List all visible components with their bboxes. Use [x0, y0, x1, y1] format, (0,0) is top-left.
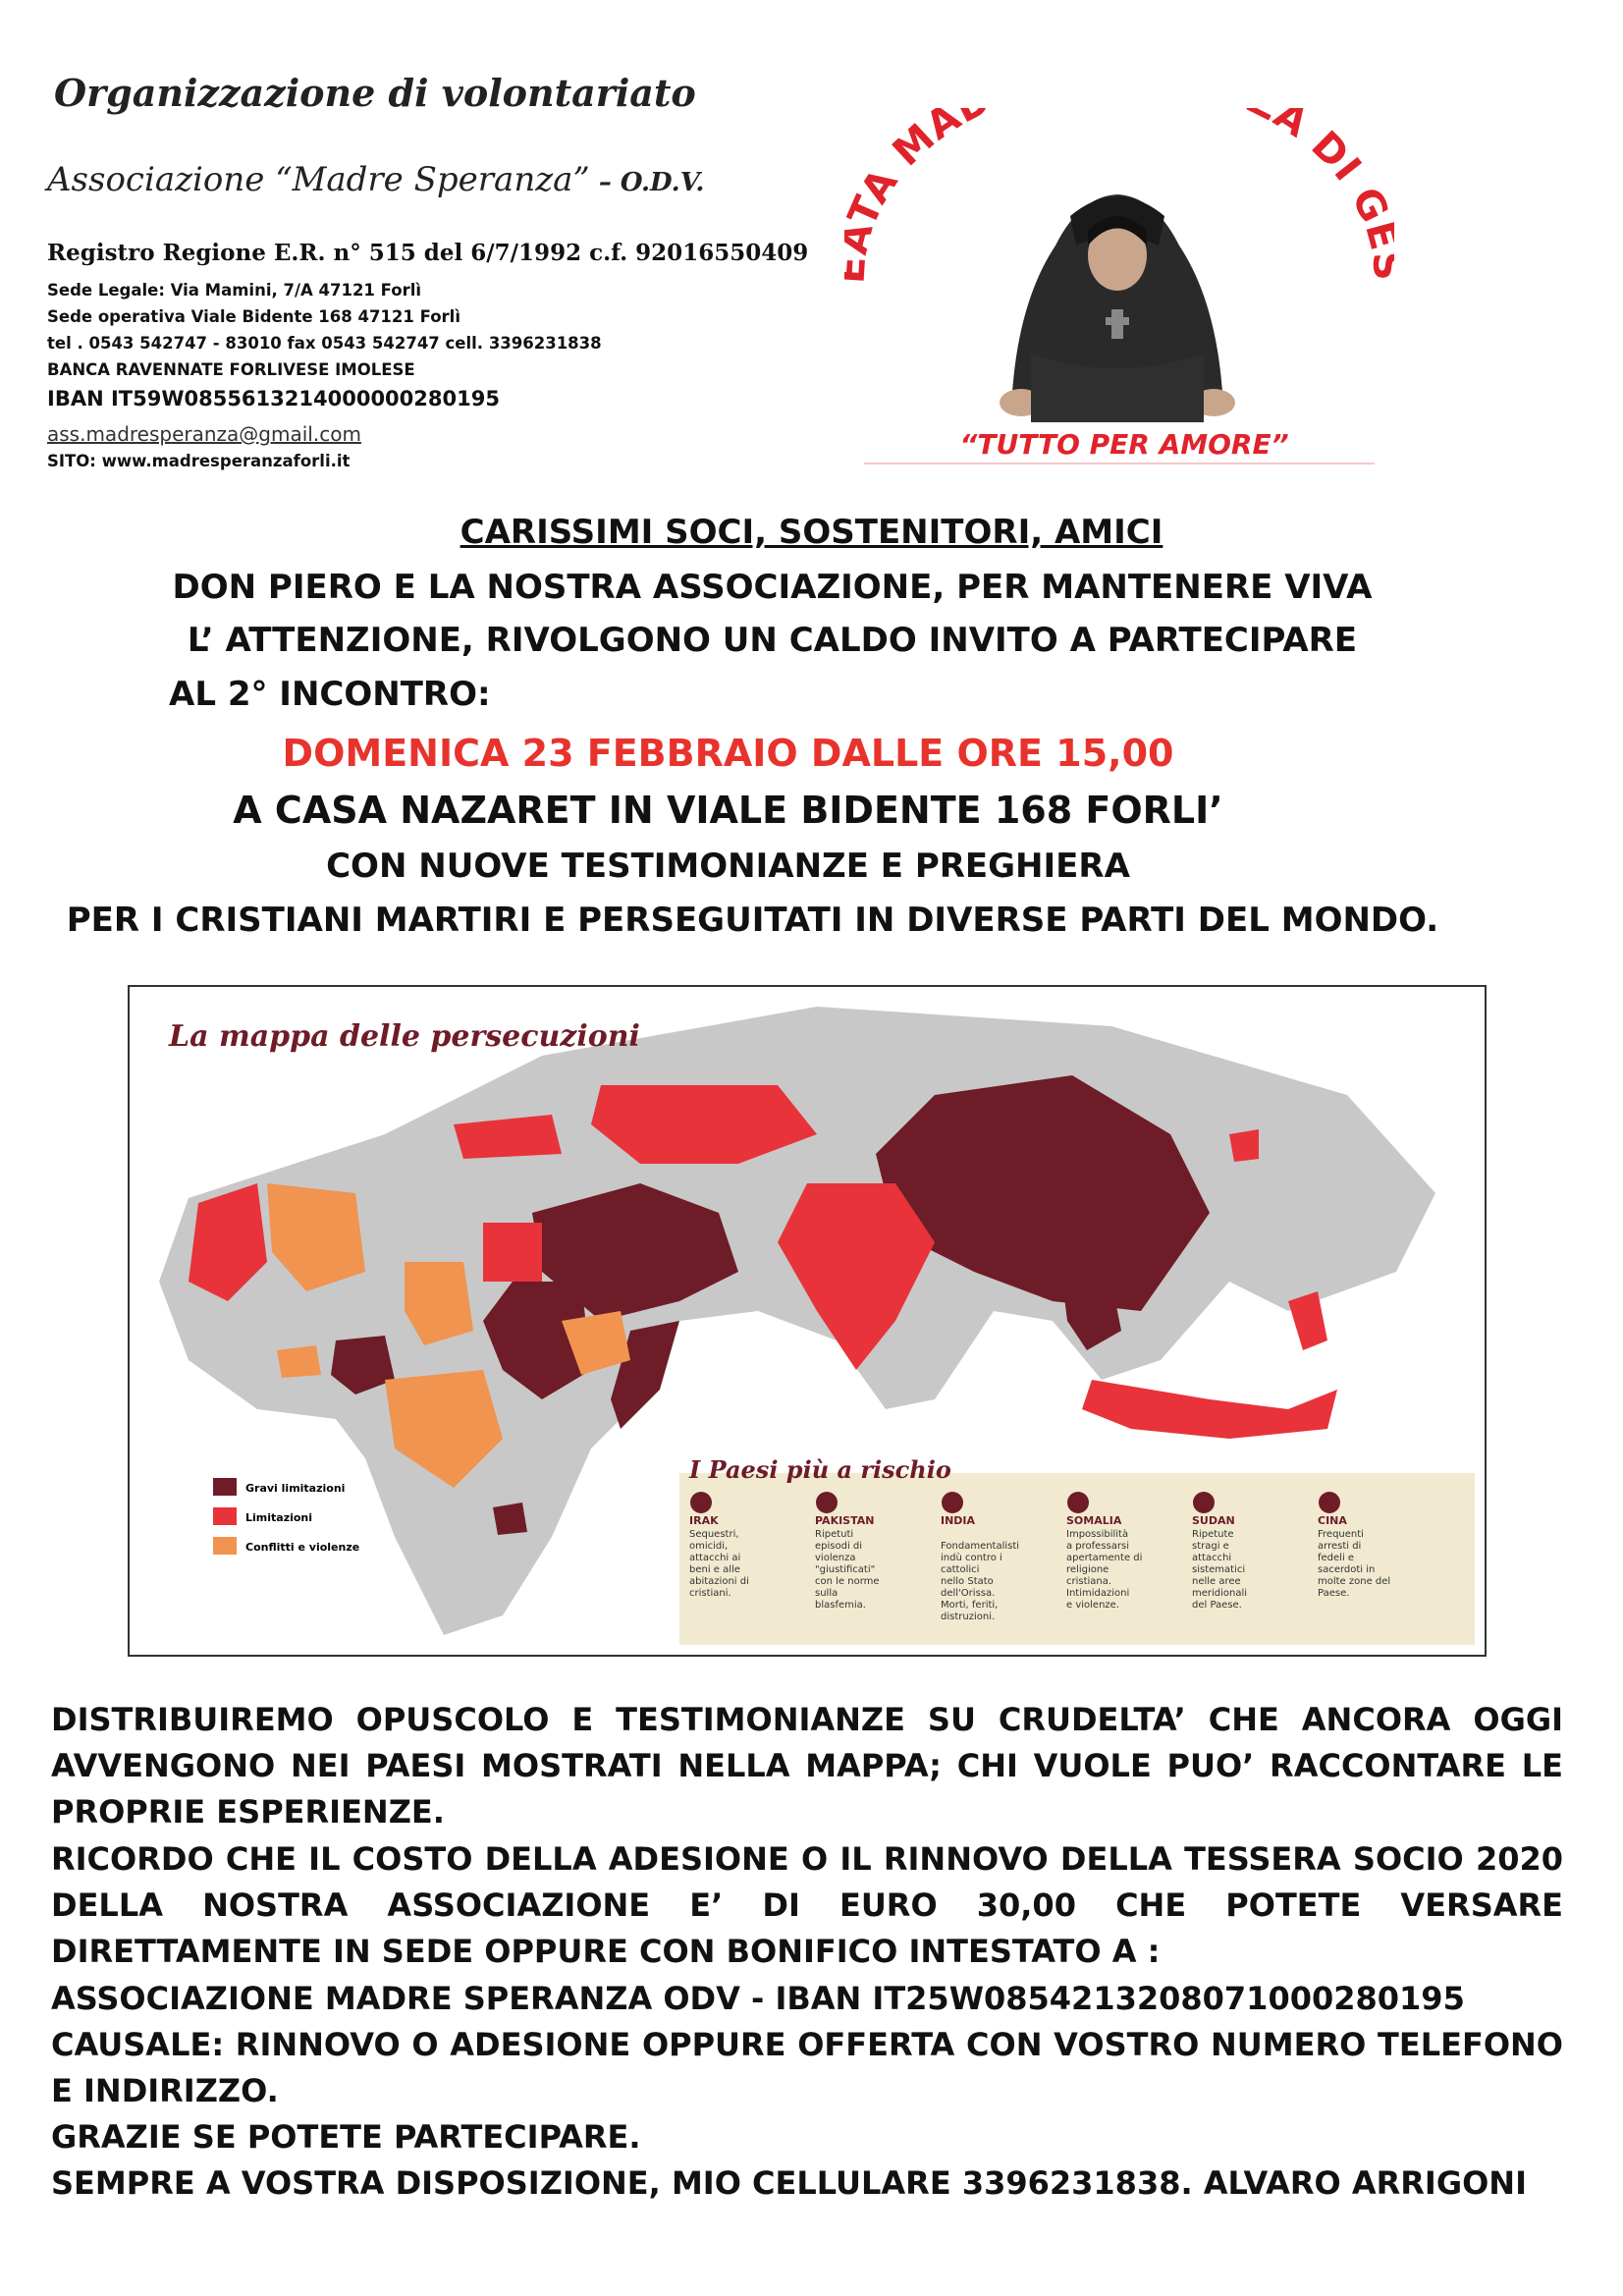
risk-country-text: "giustificati": [815, 1564, 876, 1575]
invitation-line-5: CON NUOVE TESTIMONIANZE E PREGHIERA: [326, 847, 1130, 886]
persecution-map: [128, 985, 1487, 1657]
legend-swatch-gravi: [213, 1478, 237, 1496]
nun-figure-icon: [1000, 194, 1235, 422]
map-title: La mappa delle persecuzioni: [169, 1019, 640, 1054]
assoc-suffix: – O.D.V.: [589, 168, 705, 197]
risk-country-text: del Paese.: [1192, 1600, 1242, 1611]
risk-country-name: SUDAN: [1192, 1514, 1235, 1527]
risk-country-text: dell'Orissa.: [941, 1588, 996, 1599]
risk-country-text: omicidi,: [689, 1541, 729, 1552]
risk-country-text: sacerdoti in: [1318, 1564, 1376, 1575]
risk-country-name: INDIA: [941, 1514, 976, 1527]
risk-country-text: apertamente di: [1066, 1553, 1143, 1563]
risk-country-text: violenza: [815, 1553, 856, 1563]
flag-icon: [1193, 1492, 1215, 1513]
invitation-line-6: PER I CRISTIANI MARTIRI E PERSEGUITATI IN DIVERSE PARTI DEL MONDO.: [66, 901, 1439, 940]
assoc-name: “Madre Speranza”: [275, 160, 590, 199]
invitation-line-3: L’ ATTENZIONE, RIVOLGONO UN CALDO INVITO A PARTECIPARE: [187, 621, 1358, 660]
risk-country-name: PAKISTAN: [815, 1514, 875, 1527]
risk-country-text: religione: [1066, 1564, 1109, 1575]
risk-country-text: Frequenti: [1318, 1529, 1364, 1540]
paragraph-grazie: GRAZIE SE POTETE PARTECIPARE.: [51, 2118, 641, 2156]
risk-country-text: blasfemia.: [815, 1600, 866, 1611]
risk-country-text: attacchi: [1192, 1553, 1232, 1563]
invitation-line-4: AL 2° INCONTRO:: [169, 675, 491, 714]
risk-country-text: attacchi ai: [689, 1553, 741, 1563]
risk-country-text: indù contro i: [941, 1553, 1002, 1563]
risk-country-text: e violenze.: [1066, 1600, 1119, 1611]
risk-country-text: cristiana.: [1066, 1576, 1112, 1587]
event-date: DOMENICA 23 FEBBRAIO DALLE ORE 15,00: [282, 732, 1174, 775]
risk-country-text: nello Stato: [941, 1576, 994, 1587]
risk-country-name: SOMALIA: [1066, 1514, 1122, 1527]
greeting: [0, 513, 1623, 552]
paragraph-distribuzione: DISTRIBUIREMO OPUSCOLO E TESTIMONIANZE SU CRUDELTA’ CHE ANCORA OGGI AVVENGONO NEI PAESI MOSTRATI NELLA MAPPA; CHI VUOLE PUO’ RACCONTARE LE PROPRIE ESPERIENZE.: [51, 1701, 1563, 1831]
risk-country-text: Ripetuti: [815, 1529, 854, 1540]
sede-operativa: Sede operativa Viale Bidente 168 47121 Forlì: [47, 307, 460, 326]
risk-country-text: cattolici: [941, 1564, 980, 1575]
risk-country-text: a professarsi: [1066, 1541, 1129, 1552]
association-name: [47, 160, 704, 199]
risk-country-text: Fondamentalisti: [941, 1541, 1020, 1552]
bank-name: BANCA RAVENNATE FORLIVESE IMOLESE: [47, 360, 415, 379]
risk-country-text: meridionali: [1192, 1588, 1248, 1599]
paragraph-iban: ASSOCIAZIONE MADRE SPERANZA ODV - IBAN IT25W0854213208071000280195: [51, 1980, 1465, 2017]
risk-country-text: molte zone del: [1318, 1576, 1391, 1587]
paragraph-causale: CAUSALE: RINNOVO O ADESIONE OPPURE OFFERTA CON VOSTRO NUMERO TELEFONO E INDIRIZZO.: [51, 2026, 1563, 2109]
risk-country-text: Sequestri,: [689, 1529, 739, 1540]
risk-country-text: nelle aree: [1192, 1576, 1241, 1587]
risk-country-text: cristiani.: [689, 1588, 731, 1599]
risk-country-text: Morti, feriti,: [941, 1600, 999, 1611]
legend-swatch-conflitti: [213, 1537, 237, 1555]
flag-icon: [942, 1492, 963, 1513]
legend-label-limitazioni: Limitazioni: [245, 1511, 313, 1524]
risk-country-text: distruzioni.: [941, 1612, 996, 1622]
flag-icon: [816, 1492, 838, 1513]
website: SITO: www.madresperanzaforli.it: [47, 452, 351, 470]
paragraph-adesione: RICORDO CHE IL COSTO DELLA ADESIONE O IL RINNOVO DELLA TESSERA SOCIO 2020 DELLA NOSTRA ASSOCIAZIONE E’ DI EURO 30,00 CHE POTETE VERSARE DIRETTAMENTE IN SEDE OPPURE CON BONIFICO INTESTATO A :: [51, 1840, 1563, 1970]
organization-type: Organizzazione di volontariato: [54, 71, 696, 115]
risk-country-text: fedeli e: [1318, 1553, 1355, 1563]
risk-country-text: abitazioni di: [689, 1576, 749, 1587]
legend-label-gravi: Gravi limitazioni: [245, 1482, 346, 1495]
risk-country-text: arresti di: [1318, 1541, 1362, 1552]
iban-header: IBAN IT59W0855613214000000280195: [47, 387, 500, 410]
registry-line: Registro Regione E.R. n° 515 del 6/7/1992 c.f. 92016550409: [47, 240, 809, 266]
invitation-line-2: DON PIERO E LA NOSTRA ASSOCIAZIONE, PER MANTENERE VIVA: [172, 568, 1373, 607]
sede-legale: Sede Legale: Via Mamini, 7/A 47121 Forlì: [47, 281, 422, 300]
greeting-text: CARISSIMI SOCI, SOSTENITORI, AMICI: [460, 513, 1163, 552]
risk-country-text: Intimidazioni: [1066, 1588, 1130, 1599]
risk-country-name: IRAK: [689, 1514, 719, 1527]
risk-country-text: Impossibilità: [1066, 1529, 1129, 1540]
logo-arc-text: TA MA A DI G: [844, 108, 1394, 234]
risk-country-text: Ripetute: [1192, 1529, 1234, 1540]
risk-country-text: stragi e: [1192, 1541, 1229, 1552]
logo-motto: “TUTTO PER AMORE”: [959, 428, 1289, 461]
paragraph-firma: SEMPRE A VOSTRA DISPOSIZIONE, MIO CELLULARE 3396231838. ALVARO ARRIGONI: [51, 2164, 1527, 2202]
risk-country-text: con le norme: [815, 1576, 880, 1587]
event-place: A CASA NAZARET IN VIALE BIDENTE 168 FORLI’: [233, 789, 1223, 832]
madre-speranza-logo: [844, 108, 1394, 471]
flag-icon: [1067, 1492, 1089, 1513]
risk-country-text: sulla: [815, 1588, 839, 1599]
legend-swatch-limitazioni: [213, 1507, 237, 1525]
risk-country-text: Paese.: [1318, 1588, 1350, 1599]
assoc-prefix: Associazione: [47, 160, 276, 199]
risk-country-text: sistematici: [1192, 1564, 1246, 1575]
flag-icon: [1319, 1492, 1340, 1513]
risk-country-name: CINA: [1318, 1514, 1347, 1527]
email-link[interactable]: ass.madresperanza@gmail.com: [47, 422, 361, 446]
risk-country-text: beni e alle: [689, 1564, 740, 1575]
risk-country-text: episodi di: [815, 1541, 863, 1552]
contacts: tel . 0543 542747 - 83010 fax 0543 542747 cell. 3396231838: [47, 334, 602, 353]
legend-label-conflitti: Conflitti e violenze: [245, 1541, 360, 1554]
flag-icon: [690, 1492, 712, 1513]
risk-panel-title: I Paesi più a rischio: [689, 1455, 951, 1484]
